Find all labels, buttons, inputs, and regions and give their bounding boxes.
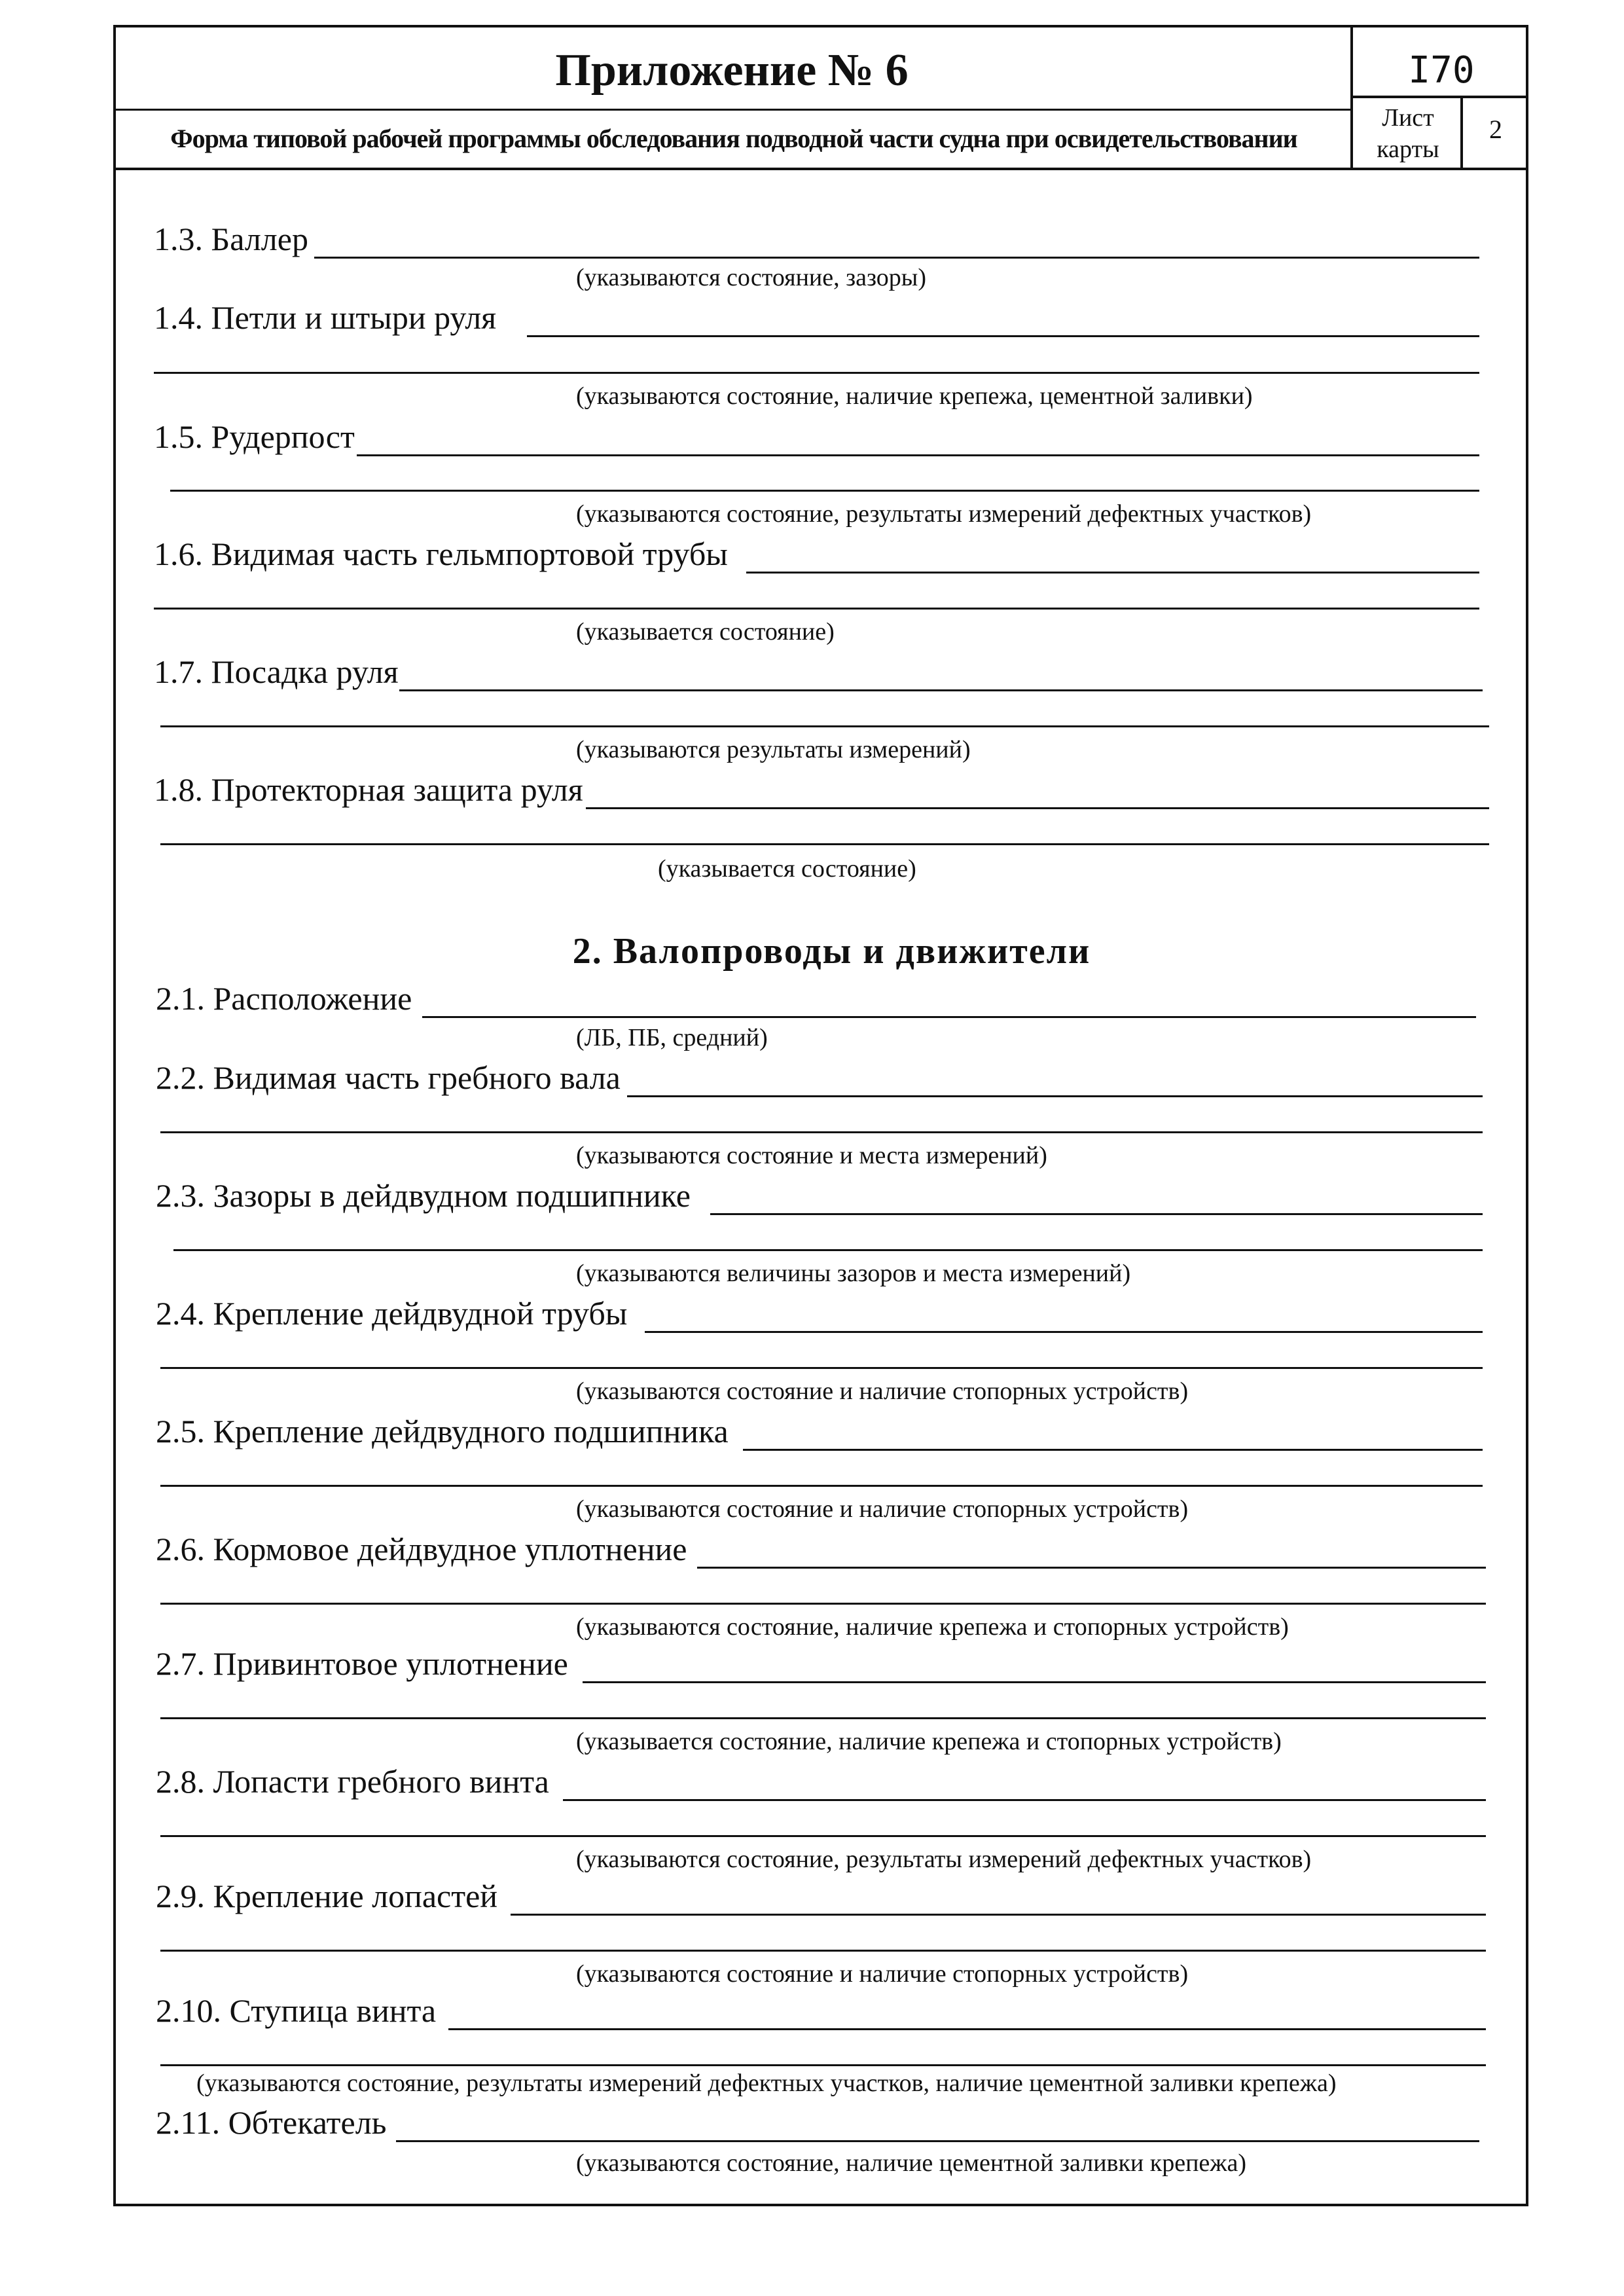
field-label: 2.5. Крепление дейдвудного подшипника — [156, 1413, 729, 1449]
field-hint: (указываются состояние и наличие стопорных устройств) — [576, 1960, 1189, 1988]
fill-line[interactable] — [160, 1717, 1486, 1719]
form-subtitle: Форма типовой рабочей программы обследования подводной части судна при освидетельствовании — [170, 124, 1297, 153]
fill-line[interactable] — [314, 257, 1479, 259]
form-row — [0, 652, 1624, 691]
field-hint: (указывается состояние) — [658, 855, 916, 883]
fill-line[interactable] — [396, 2140, 1479, 2142]
fill-line[interactable] — [154, 608, 1479, 610]
field-label: 2.11. Обтекатель — [156, 2104, 387, 2141]
fill-line[interactable] — [357, 454, 1479, 456]
field-hint: (указываются состояние и наличие стопорных устройств) — [576, 1377, 1189, 1405]
field-hint: (указывается состояние, наличие крепежа и стопорных устройств) — [576, 1728, 1282, 1755]
field-label: 1.6. Видимая часть гельмпортовой трубы — [154, 536, 728, 572]
form-row — [0, 1991, 1624, 2030]
field-label: 1.5. Рудерпост — [154, 418, 355, 455]
fill-line[interactable] — [160, 2064, 1486, 2066]
fill-line[interactable] — [743, 1449, 1483, 1451]
form-row — [0, 534, 1624, 574]
form-row — [0, 1294, 1624, 1333]
fill-line[interactable] — [422, 1016, 1476, 1018]
field-hint: (указываются состояние, результаты измерений дефектных участков) — [576, 500, 1312, 528]
form-row — [0, 219, 1624, 259]
field-hint: (указываются результаты измерений) — [576, 736, 971, 763]
sheet-number: 2 — [1489, 115, 1502, 144]
field-hint: (указываются состояние, результаты измерений дефектных участков, наличие цементной заливки крепежа) — [196, 2069, 1337, 2097]
fill-line[interactable] — [645, 1331, 1483, 1333]
header-divider — [1460, 96, 1463, 170]
fill-line[interactable] — [697, 1567, 1486, 1569]
field-hint: (указывается состояние) — [576, 618, 835, 646]
field-label: 2.8. Лопасти гребного винта — [156, 1763, 549, 1800]
fill-line[interactable] — [160, 1603, 1486, 1605]
field-hint: (указываются состояние и наличие стопорных устройств) — [576, 1495, 1189, 1523]
field-label: 1.3. Баллер — [154, 221, 308, 257]
fill-line[interactable] — [160, 1835, 1486, 1837]
field-hint: (указываются состояние, наличие цементной заливки крепежа) — [576, 2149, 1247, 2177]
form-row — [0, 979, 1624, 1018]
form-row — [0, 1058, 1624, 1097]
form-row — [0, 298, 1624, 337]
fill-line[interactable] — [627, 1095, 1483, 1097]
field-hint: (указываются состояние, результаты измерений дефектных участков) — [576, 1846, 1312, 1873]
fill-line[interactable] — [160, 1131, 1483, 1133]
fill-line[interactable] — [160, 1367, 1483, 1369]
sheet-label: Лист карты — [1377, 104, 1439, 163]
field-label: 2.10. Ступица винта — [156, 1992, 437, 2029]
fill-line[interactable] — [160, 843, 1489, 845]
form-row — [0, 1529, 1624, 1569]
field-label: 1.8. Протекторная защита руля — [154, 771, 583, 808]
field-label: 1.4. Петли и штыри руля — [154, 299, 497, 336]
section-heading: 2. Валопроводы и движители — [572, 931, 1091, 972]
form-row — [0, 1762, 1624, 1801]
field-hint: (указываются состояние и места измерений) — [576, 1142, 1047, 1169]
form-header — [113, 25, 1528, 170]
fill-line[interactable] — [160, 725, 1489, 727]
page-title: Приложение № 6 — [555, 45, 909, 96]
field-hint: (указываются величины зазоров и места измерений) — [576, 1260, 1131, 1287]
form-code: I70 — [1408, 49, 1475, 92]
fill-line[interactable] — [399, 689, 1483, 691]
fill-line[interactable] — [448, 2028, 1486, 2030]
fill-line[interactable] — [563, 1799, 1486, 1801]
fill-line[interactable] — [511, 1914, 1486, 1916]
form-row — [0, 1644, 1624, 1683]
field-hint: (указываются состояние, зазоры) — [576, 264, 926, 291]
field-label: 2.4. Крепление дейдвудной трубы — [156, 1295, 628, 1332]
form-row — [0, 770, 1624, 809]
field-label: 2.1. Расположение — [156, 980, 412, 1017]
form-row — [0, 417, 1624, 456]
fill-line[interactable] — [746, 572, 1479, 574]
field-label: 2.6. Кормовое дейдвудное уплотнение — [156, 1531, 687, 1567]
field-label: 2.3. Зазоры в дейдвудном подшипнике — [156, 1177, 691, 1214]
form-row — [0, 1412, 1624, 1451]
fill-line[interactable] — [170, 490, 1479, 492]
field-label: 2.9. Крепление лопастей — [156, 1878, 498, 1914]
fill-line[interactable] — [527, 335, 1479, 337]
fill-line[interactable] — [586, 807, 1489, 809]
form-row — [0, 2103, 1624, 2142]
fill-line[interactable] — [160, 1485, 1483, 1487]
field-hint: (указываются состояние, наличие крепежа, цементной заливки) — [576, 382, 1253, 410]
header-divider — [113, 109, 1350, 111]
fill-line[interactable] — [583, 1681, 1486, 1683]
field-label: 2.7. Привинтовое уплотнение — [156, 1645, 568, 1682]
field-label: 1.7. Посадка руля — [154, 653, 399, 690]
fill-line[interactable] — [160, 1950, 1486, 1952]
form-row — [0, 1176, 1624, 1215]
fill-line[interactable] — [710, 1213, 1483, 1215]
field-label: 2.2. Видимая часть гребного вала — [156, 1059, 621, 1096]
field-hint: (указываются состояние, наличие крепежа и стопорных устройств) — [576, 1613, 1289, 1641]
form-row — [0, 1876, 1624, 1916]
fill-line[interactable] — [154, 372, 1479, 374]
fill-line[interactable] — [173, 1249, 1483, 1251]
field-hint: (ЛБ, ПБ, средний) — [576, 1024, 768, 1051]
